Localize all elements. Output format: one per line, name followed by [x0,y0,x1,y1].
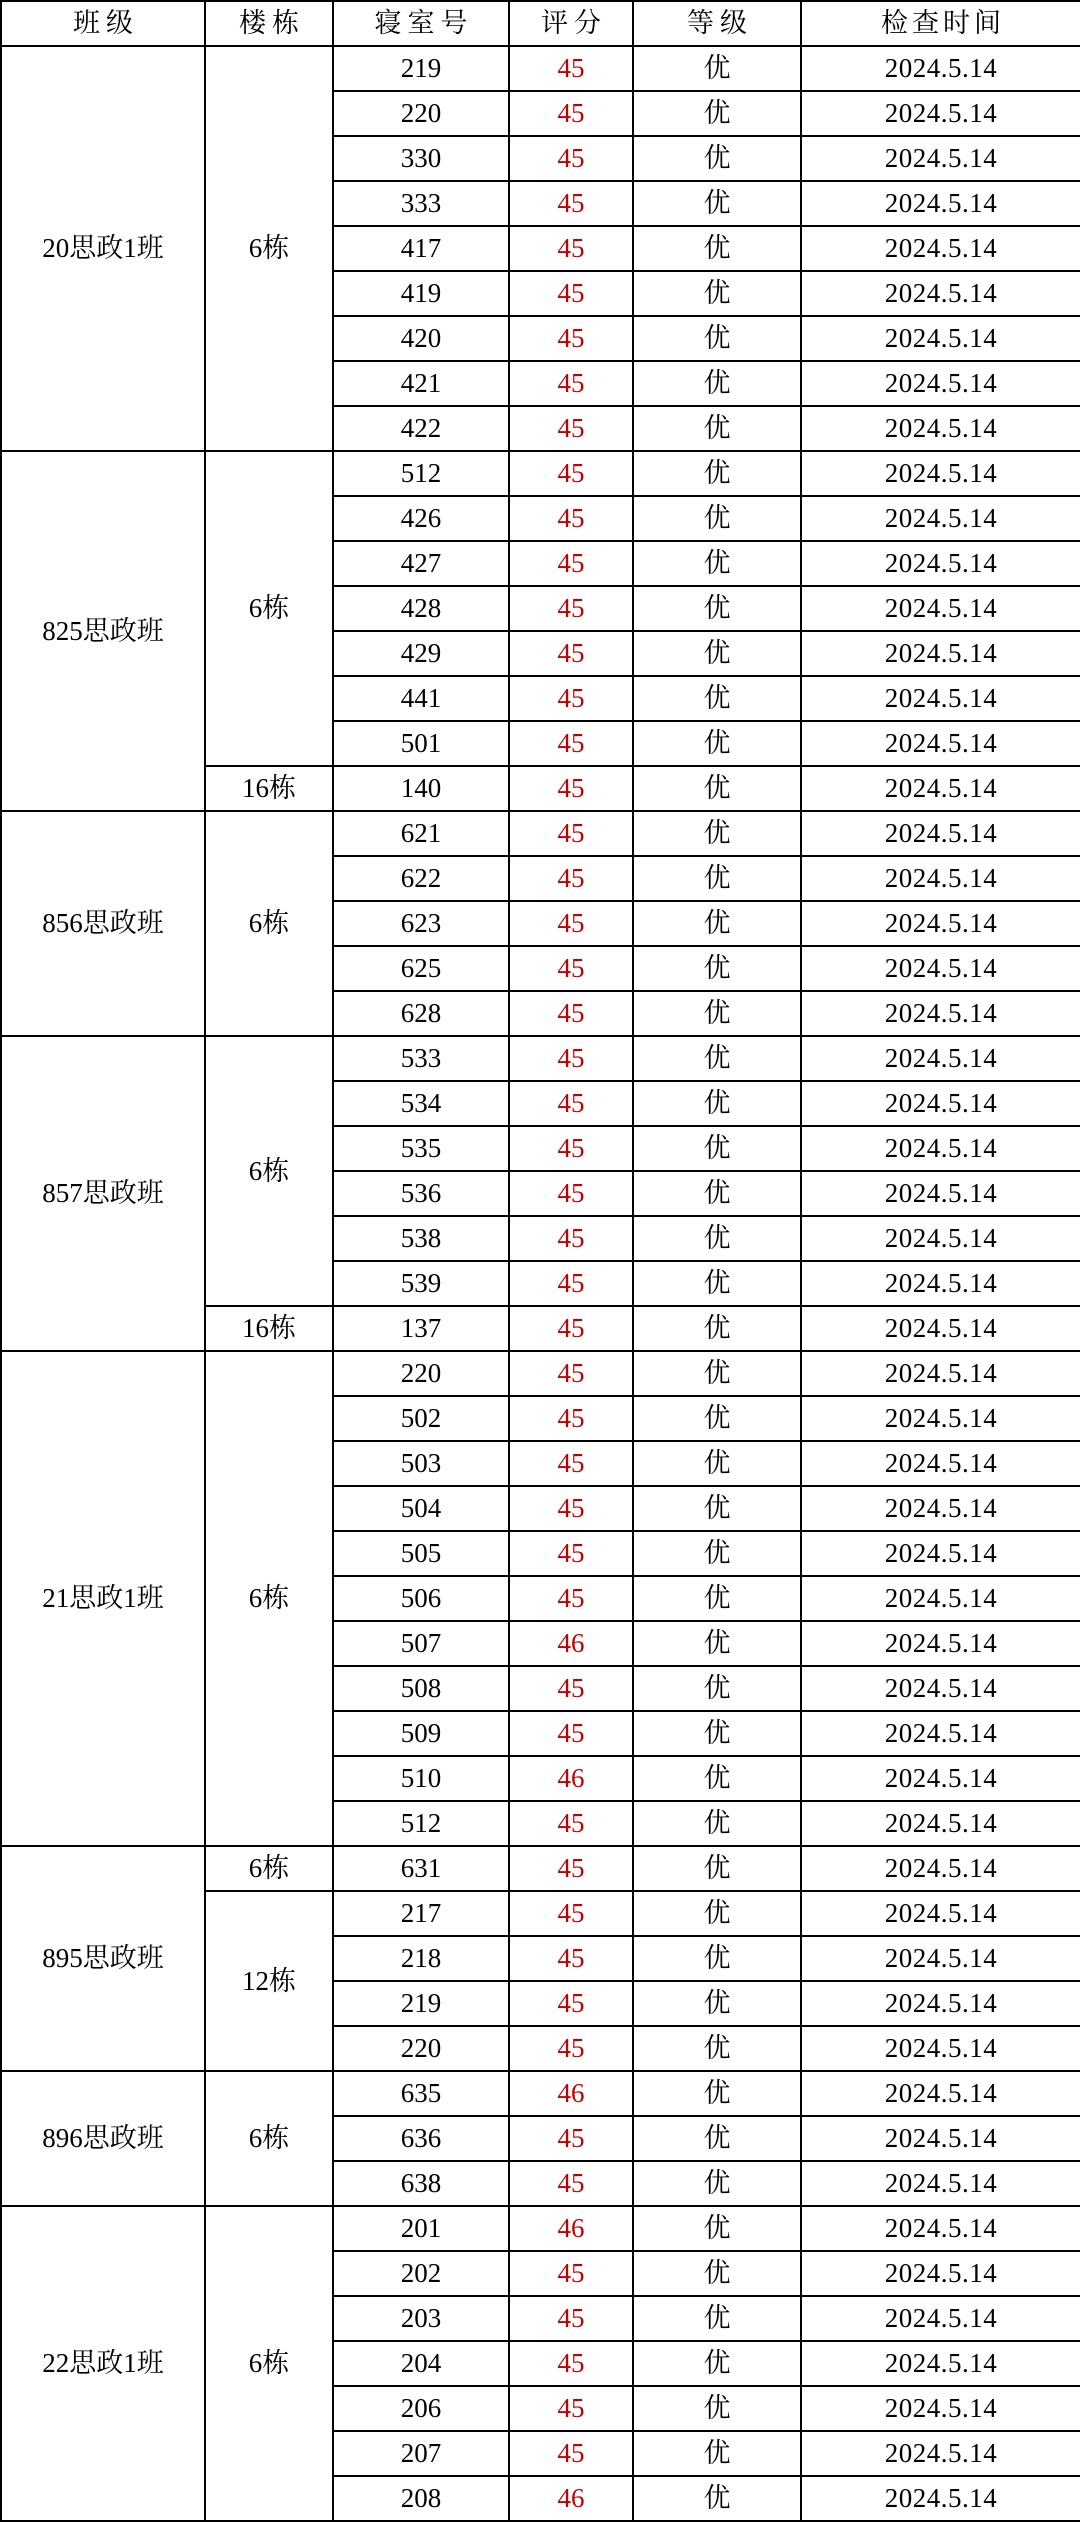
header-date: 检查时间 [801,1,1080,46]
cell-room: 636 [333,2116,509,2161]
cell-room: 204 [333,2341,509,2386]
cell-date: 2024.5.14 [801,271,1080,316]
cell-score: 45 [509,91,633,136]
cell-room: 427 [333,541,509,586]
cell-level: 优 [633,1756,801,1801]
cell-score: 45 [509,181,633,226]
cell-room: 140 [333,766,509,811]
cell-building: 6栋 [205,1351,333,1846]
cell-room: 417 [333,226,509,271]
cell-date: 2024.5.14 [801,1171,1080,1216]
cell-date: 2024.5.14 [801,1936,1080,1981]
cell-date: 2024.5.14 [801,2116,1080,2161]
table-row [1,1036,1080,1081]
cell-date: 2024.5.14 [801,1126,1080,1171]
cell-level: 优 [633,406,801,451]
cell-level: 优 [633,1171,801,1216]
cell-date: 2024.5.14 [801,1036,1080,1081]
cell-level: 优 [633,2251,801,2296]
cell-room: 539 [333,1261,509,1306]
cell-date: 2024.5.14 [801,541,1080,586]
cell-room: 628 [333,991,509,1036]
cell-level: 优 [633,1846,801,1891]
cell-building: 16栋 [205,766,333,811]
cell-room: 621 [333,811,509,856]
cell-date: 2024.5.14 [801,1216,1080,1261]
cell-date: 2024.5.14 [801,406,1080,451]
cell-building: 6栋 [205,451,333,766]
cell-date: 2024.5.14 [801,586,1080,631]
cell-score: 45 [509,2296,633,2341]
cell-level: 优 [633,1081,801,1126]
cell-score: 45 [509,946,633,991]
cell-score: 45 [509,2026,633,2071]
cell-room: 504 [333,1486,509,1531]
cell-date: 2024.5.14 [801,46,1080,91]
cell-score: 45 [509,766,633,811]
cell-room: 509 [333,1711,509,1756]
cell-room: 623 [333,901,509,946]
cell-level: 优 [633,946,801,991]
cell-building: 6栋 [205,811,333,1036]
cell-date: 2024.5.14 [801,1981,1080,2026]
cell-level: 优 [633,46,801,91]
cell-level: 优 [633,1936,801,1981]
cell-level: 优 [633,2071,801,2116]
cell-level: 优 [633,631,801,676]
cell-room: 201 [333,2206,509,2251]
cell-score: 45 [509,856,633,901]
cell-building: 6栋 [205,2071,333,2206]
cell-room: 503 [333,1441,509,1486]
table-row [1,811,1080,856]
cell-date: 2024.5.14 [801,1081,1080,1126]
cell-level: 优 [633,2296,801,2341]
cell-score: 45 [509,811,633,856]
cell-score: 45 [509,1531,633,1576]
cell-level: 优 [633,1306,801,1351]
cell-date: 2024.5.14 [801,1891,1080,1936]
cell-level: 优 [633,1126,801,1171]
cell-level: 优 [633,2026,801,2071]
cell-room: 202 [333,2251,509,2296]
cell-room: 506 [333,1576,509,1621]
cell-room: 622 [333,856,509,901]
cell-score: 45 [509,1576,633,1621]
cell-level: 优 [633,181,801,226]
cell-date: 2024.5.14 [801,2431,1080,2476]
cell-room: 536 [333,1171,509,1216]
cell-room: 508 [333,1666,509,1711]
cell-score: 45 [509,676,633,721]
cell-level: 优 [633,1441,801,1486]
cell-score: 45 [509,1891,633,1936]
cell-date: 2024.5.14 [801,2161,1080,2206]
cell-score: 45 [509,631,633,676]
cell-level: 优 [633,1261,801,1306]
cell-score: 45 [509,1126,633,1171]
cell-score: 45 [509,496,633,541]
cell-level: 优 [633,586,801,631]
cell-room: 625 [333,946,509,991]
cell-room: 533 [333,1036,509,1081]
cell-date: 2024.5.14 [801,1621,1080,1666]
cell-date: 2024.5.14 [801,2296,1080,2341]
cell-level: 优 [633,1351,801,1396]
cell-date: 2024.5.14 [801,91,1080,136]
cell-score: 45 [509,2116,633,2161]
cell-date: 2024.5.14 [801,2386,1080,2431]
cell-room: 505 [333,1531,509,1576]
cell-date: 2024.5.14 [801,1756,1080,1801]
header-building: 楼栋 [205,1,333,46]
cell-level: 优 [633,2206,801,2251]
cell-class: 856思政班 [1,811,205,1036]
cell-room: 206 [333,2386,509,2431]
cell-date: 2024.5.14 [801,1396,1080,1441]
cell-level: 优 [633,1396,801,1441]
cell-class: 895思政班 [1,1846,205,2071]
cell-building: 6栋 [205,2206,333,2521]
cell-level: 优 [633,991,801,1036]
cell-score: 45 [509,541,633,586]
cell-score: 45 [509,46,633,91]
header-room: 寝室号 [333,1,509,46]
cell-score: 45 [509,1306,633,1351]
cell-room: 220 [333,91,509,136]
cell-level: 优 [633,901,801,946]
cell-score: 45 [509,316,633,361]
cell-room: 535 [333,1126,509,1171]
cell-date: 2024.5.14 [801,1531,1080,1576]
cell-level: 优 [633,1531,801,1576]
cell-score: 45 [509,991,633,1036]
cell-room: 219 [333,46,509,91]
cell-score: 45 [509,2431,633,2476]
cell-date: 2024.5.14 [801,856,1080,901]
table-header [1,1,1080,46]
cell-building: 12栋 [205,1891,333,2071]
cell-date: 2024.5.14 [801,991,1080,1036]
table-row [1,1351,1080,1396]
cell-room: 428 [333,586,509,631]
cell-score: 45 [509,2341,633,2386]
cell-class: 21思政1班 [1,1351,205,1846]
cell-class: 857思政班 [1,1036,205,1351]
cell-date: 2024.5.14 [801,1306,1080,1351]
cell-room: 220 [333,2026,509,2071]
cell-score: 46 [509,2071,633,2116]
cell-score: 45 [509,901,633,946]
cell-score: 45 [509,406,633,451]
cell-score: 45 [509,1846,633,1891]
cell-room: 217 [333,1891,509,1936]
cell-level: 优 [633,2341,801,2386]
cell-room: 421 [333,361,509,406]
cell-level: 优 [633,1216,801,1261]
header-score: 评分 [509,1,633,46]
cell-score: 45 [509,136,633,181]
cell-level: 优 [633,1891,801,1936]
cell-level: 优 [633,811,801,856]
cell-room: 631 [333,1846,509,1891]
cell-score: 46 [509,1756,633,1801]
cell-date: 2024.5.14 [801,721,1080,766]
cell-room: 426 [333,496,509,541]
table-row [1,1846,1080,1891]
cell-room: 218 [333,1936,509,1981]
cell-room: 422 [333,406,509,451]
cell-room: 512 [333,1801,509,1846]
cell-score: 45 [509,1981,633,2026]
cell-room: 512 [333,451,509,496]
cell-score: 45 [509,1441,633,1486]
cell-building: 16栋 [205,1306,333,1351]
cell-room: 419 [333,271,509,316]
cell-score: 45 [509,1486,633,1531]
cell-score: 45 [509,226,633,271]
cell-score: 45 [509,1666,633,1711]
cell-room: 207 [333,2431,509,2476]
cell-date: 2024.5.14 [801,631,1080,676]
cell-score: 46 [509,1621,633,1666]
cell-building: 6栋 [205,1036,333,1306]
cell-room: 203 [333,2296,509,2341]
cell-level: 优 [633,2116,801,2161]
cell-level: 优 [633,1711,801,1756]
cell-level: 优 [633,1666,801,1711]
cell-room: 330 [333,136,509,181]
table-row [1,2071,1080,2116]
cell-score: 45 [509,2251,633,2296]
cell-level: 优 [633,2431,801,2476]
cell-score: 45 [509,2386,633,2431]
cell-date: 2024.5.14 [801,2071,1080,2116]
cell-room: 429 [333,631,509,676]
cell-date: 2024.5.14 [801,1576,1080,1621]
cell-date: 2024.5.14 [801,946,1080,991]
cell-date: 2024.5.14 [801,361,1080,406]
cell-class: 22思政1班 [1,2206,205,2521]
cell-level: 优 [633,1576,801,1621]
table-row [1,451,1080,496]
cell-score: 45 [509,1936,633,1981]
cell-score: 45 [509,1036,633,1081]
table-header-row [1,1,1080,46]
cell-date: 2024.5.14 [801,1351,1080,1396]
cell-room: 635 [333,2071,509,2116]
cell-room: 441 [333,676,509,721]
cell-score: 45 [509,1261,633,1306]
cell-room: 534 [333,1081,509,1126]
cell-building: 6栋 [205,1846,333,1891]
cell-score: 45 [509,1171,633,1216]
table-body [1,46,1080,2521]
cell-date: 2024.5.14 [801,1846,1080,1891]
cell-level: 优 [633,2476,801,2521]
cell-level: 优 [633,496,801,541]
cell-score: 45 [509,586,633,631]
cell-class: 825思政班 [1,451,205,811]
cell-level: 优 [633,1801,801,1846]
header-level: 等级 [633,1,801,46]
cell-date: 2024.5.14 [801,2206,1080,2251]
cell-score: 46 [509,2206,633,2251]
cell-date: 2024.5.14 [801,451,1080,496]
cell-room: 538 [333,1216,509,1261]
cell-building: 6栋 [205,46,333,451]
cell-score: 45 [509,2161,633,2206]
cell-room: 507 [333,1621,509,1666]
cell-date: 2024.5.14 [801,2476,1080,2521]
cell-date: 2024.5.14 [801,316,1080,361]
cell-score: 45 [509,361,633,406]
table-row [1,46,1080,91]
cell-level: 优 [633,271,801,316]
cell-level: 优 [633,451,801,496]
cell-class: 20思政1班 [1,46,205,451]
cell-level: 优 [633,1621,801,1666]
cell-room: 502 [333,1396,509,1441]
cell-date: 2024.5.14 [801,1486,1080,1531]
cell-room: 510 [333,1756,509,1801]
cell-room: 220 [333,1351,509,1396]
cell-level: 优 [633,226,801,271]
cell-level: 优 [633,316,801,361]
cell-score: 45 [509,1396,633,1441]
table-row [1,2206,1080,2251]
cell-score: 46 [509,2476,633,2521]
cell-score: 45 [509,721,633,766]
cell-date: 2024.5.14 [801,901,1080,946]
header-class: 班级 [1,1,205,46]
cell-date: 2024.5.14 [801,676,1080,721]
cell-room: 638 [333,2161,509,2206]
cell-level: 优 [633,856,801,901]
cell-level: 优 [633,1486,801,1531]
cell-room: 208 [333,2476,509,2521]
cell-level: 优 [633,2386,801,2431]
cell-date: 2024.5.14 [801,2251,1080,2296]
cell-room: 219 [333,1981,509,2026]
cell-room: 420 [333,316,509,361]
cell-date: 2024.5.14 [801,1711,1080,1756]
cell-level: 优 [633,91,801,136]
cell-level: 优 [633,136,801,181]
cell-date: 2024.5.14 [801,496,1080,541]
cell-date: 2024.5.14 [801,1666,1080,1711]
cell-score: 45 [509,451,633,496]
cell-class: 896思政班 [1,2071,205,2206]
cell-date: 2024.5.14 [801,1801,1080,1846]
cell-room: 333 [333,181,509,226]
cell-room: 501 [333,721,509,766]
cell-level: 优 [633,541,801,586]
cell-score: 45 [509,1711,633,1756]
cell-score: 45 [509,1081,633,1126]
cell-score: 45 [509,271,633,316]
cell-level: 优 [633,766,801,811]
cell-level: 优 [633,361,801,406]
cell-date: 2024.5.14 [801,2026,1080,2071]
cell-date: 2024.5.14 [801,766,1080,811]
cell-score: 45 [509,1216,633,1261]
cell-date: 2024.5.14 [801,181,1080,226]
cell-date: 2024.5.14 [801,1261,1080,1306]
cell-date: 2024.5.14 [801,811,1080,856]
cell-level: 优 [633,676,801,721]
cell-level: 优 [633,1981,801,2026]
cell-date: 2024.5.14 [801,1441,1080,1486]
cell-date: 2024.5.14 [801,2341,1080,2386]
cell-level: 优 [633,1036,801,1081]
cell-level: 优 [633,2161,801,2206]
cell-score: 45 [509,1351,633,1396]
cell-score: 45 [509,1801,633,1846]
cell-date: 2024.5.14 [801,226,1080,271]
cell-room: 137 [333,1306,509,1351]
cell-date: 2024.5.14 [801,136,1080,181]
cell-level: 优 [633,721,801,766]
